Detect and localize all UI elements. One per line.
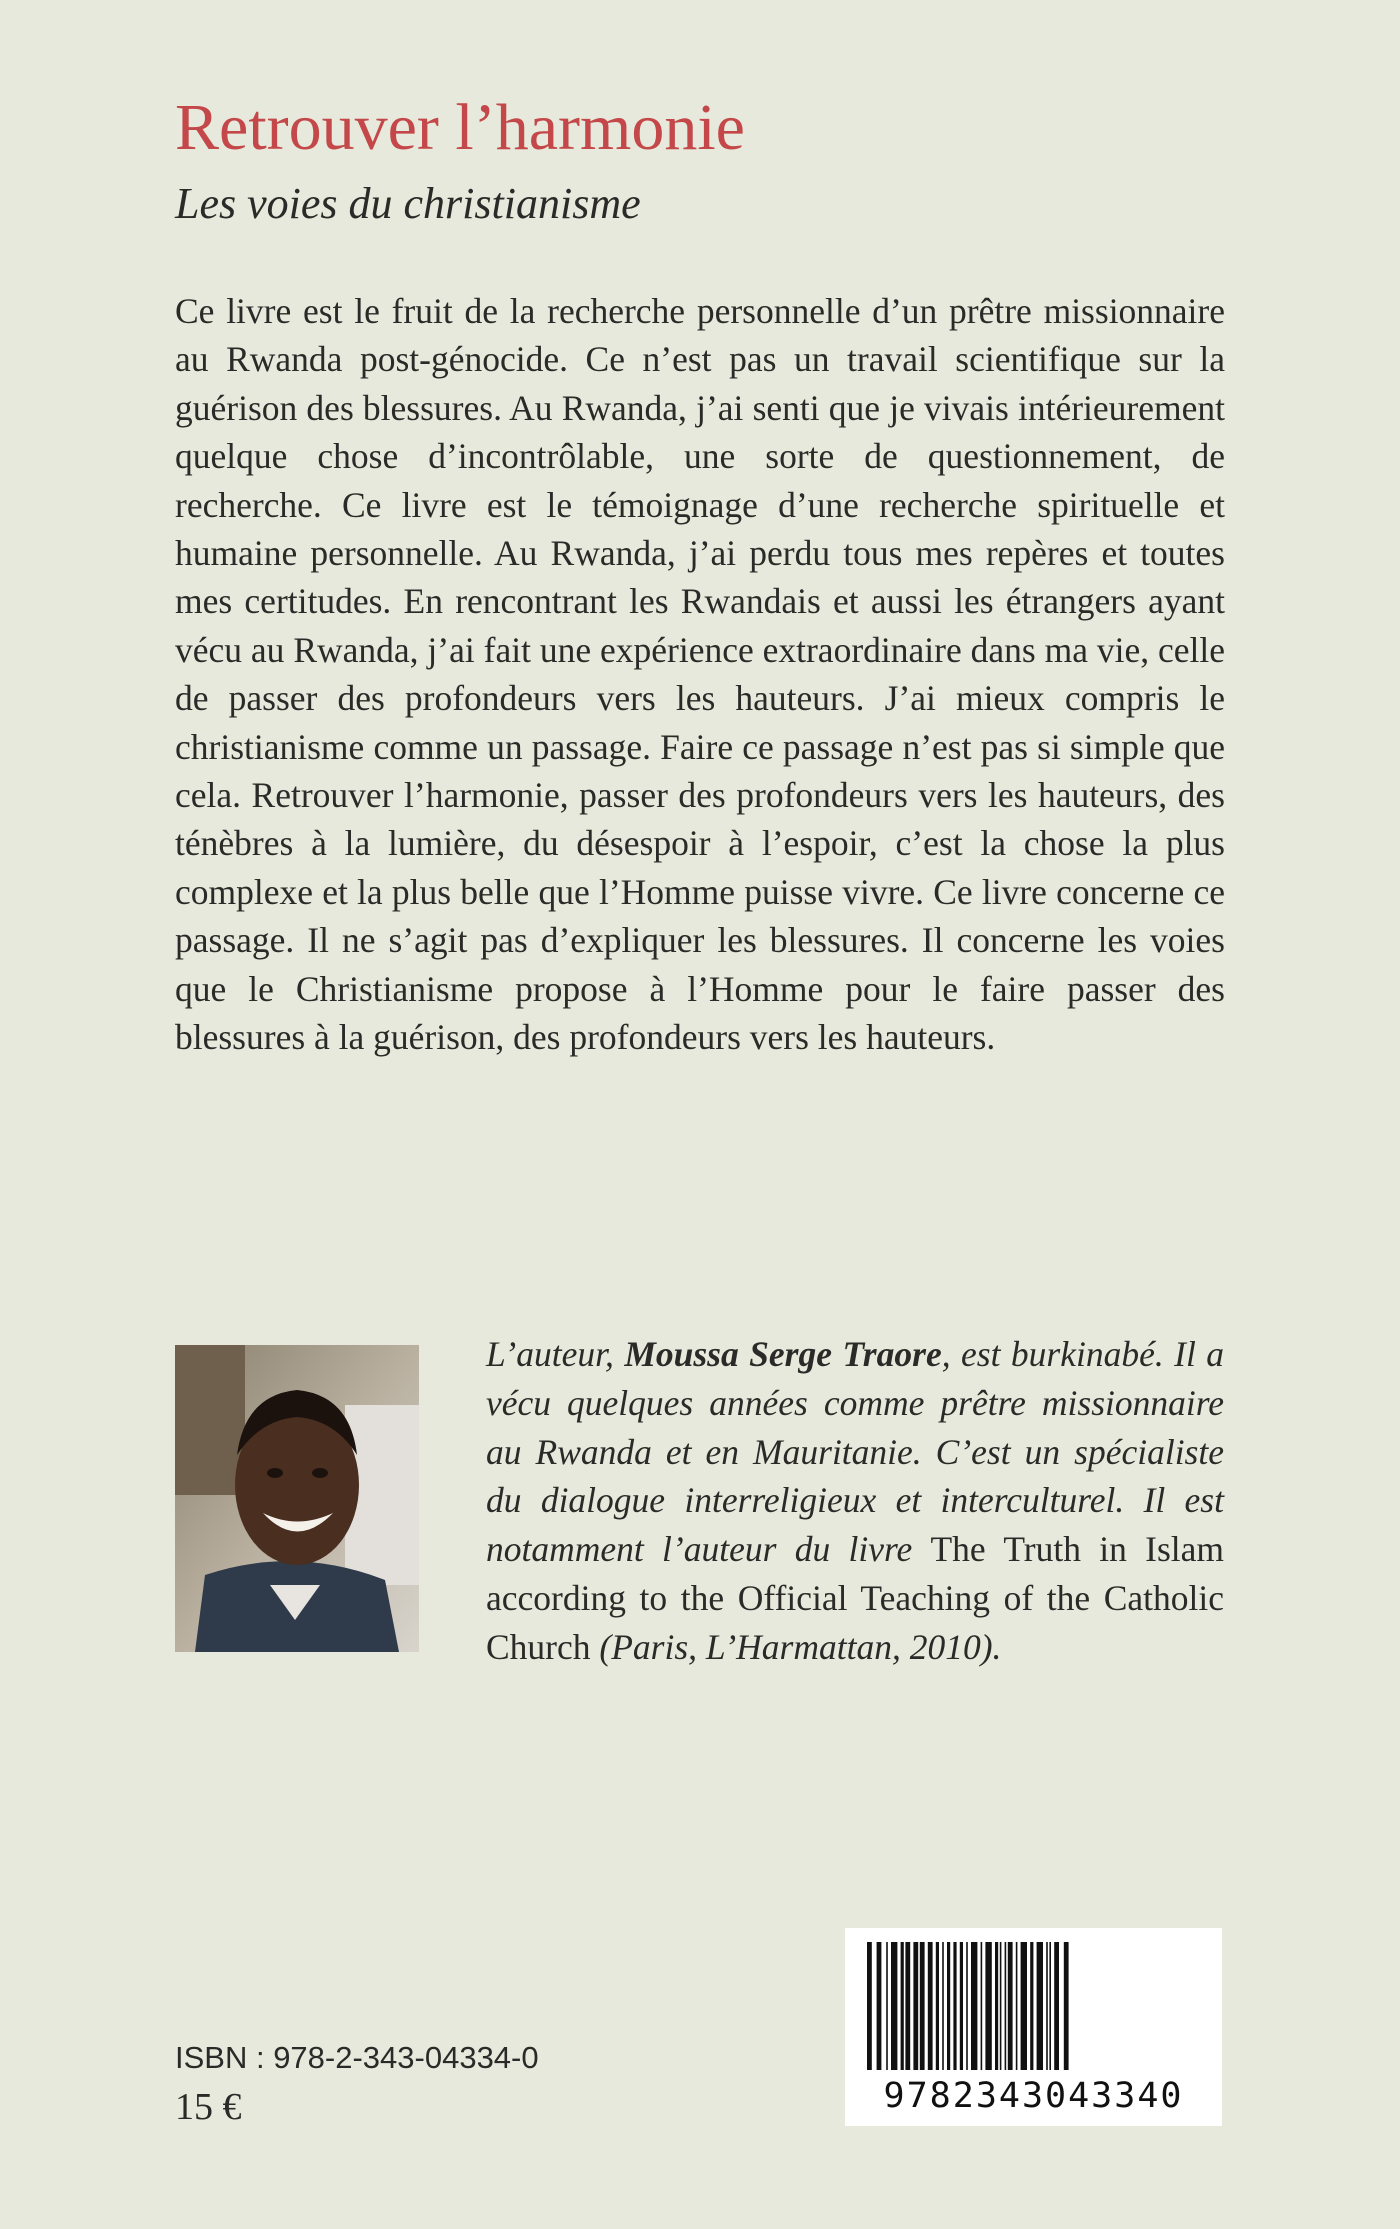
barcode-bar — [877, 1942, 882, 2070]
barcode-bar — [928, 1942, 933, 2070]
barcode-bar — [901, 1942, 904, 2070]
price: 15 € — [175, 2086, 242, 2128]
barcode-bar — [936, 1942, 939, 2070]
barcode-bar — [1046, 1942, 1048, 2070]
barcode-bar — [1037, 1942, 1043, 2070]
author-bio — [486, 1330, 1224, 1672]
barcode-bar — [891, 1942, 897, 2070]
barcode-bar — [953, 1942, 956, 2070]
barcode-bar — [966, 1942, 968, 2070]
barcode-bar — [981, 1942, 983, 2070]
barcode — [845, 1928, 1222, 2126]
barcode-bar — [867, 1942, 872, 2070]
author-portrait-image — [175, 1345, 419, 1652]
barcode-bar — [1008, 1942, 1013, 2070]
barcode-bar — [947, 1942, 950, 2070]
barcode-bar — [1000, 1942, 1002, 2070]
author-name: Moussa Serge Traore — [624, 1334, 942, 1374]
author-book-reference: (Paris, L’Harmattan, 2010). — [590, 1626, 1002, 1667]
back-cover-blurb: Ce livre est le fruit de la recherche personnelle d’un prêtre missionnaire au Rwanda post-génocide. Ce n’est pas un travail scientifique sur la guérison des blessures. Au Rwanda, j’ai senti que je vivais intérieurement quelque chose d’incontrôlable, une sorte de questionnement, de recherche. Ce livre est le témoignage d’une recherche spirituelle et humaine personnelle. Au Rwanda, j’ai perdu tous mes repères et toutes mes certitudes. En rencontrant les Rwandais et aussi les étrangers ayant vécu au Rwanda, j’ai fait une expérience extraordinaire dans ma vie, celle de passer des profondeurs vers les hauteurs. J’ai mieux compris le christianisme comme un passage. Faire ce passage n’est pas si simple que cela. Retrouver l’harmonie, passer des profondeurs vers les hauteurs, des ténèbres à la lumière, du désespoir à l’espoir, c’est la chose la plus complexe et la plus belle que l’Homme puisse vivre. Ce livre concerne ce passage. Il ne s’agit pas d’expliquer les blessures. Il concerne les voies que le Christianisme propose à l’Homme pour le faire passer des blessures à la guérison, des profondeurs vers les hauteurs. — [175, 291, 1225, 1058]
barcode-bar — [1016, 1942, 1018, 2070]
barcode-bar — [960, 1942, 963, 2070]
barcode-bar — [995, 1942, 998, 2070]
barcode-bar — [913, 1942, 918, 2070]
author-photo — [175, 1345, 419, 1652]
barcode-bar — [1030, 1942, 1033, 2070]
isbn: ISBN : 978-2-343-04334-0 — [175, 2040, 539, 2075]
barcode-digits: 9782343043340 — [883, 2076, 1184, 2116]
author-bio-text: , est burkinabé. Il a vécu quelques années comme prêtre missionnaire au Rwanda et en Mauritanie. C’est un spécialiste du dialogue interreligieux et interculturel. Il est notamment l’auteur du livre — [486, 1334, 1225, 1570]
barcode-bar — [886, 1942, 888, 2070]
barcode-bars — [845, 1928, 1222, 2078]
barcode-bar — [971, 1942, 977, 2070]
barcode-bar — [1064, 1942, 1069, 2070]
barcode-bar — [1049, 1942, 1051, 2070]
book-subtitle: Les voies du christianisme — [175, 179, 641, 228]
barcode-bar — [985, 1942, 991, 2070]
barcode-bar — [942, 1942, 944, 2070]
barcode-bar — [920, 1942, 925, 2070]
author-intro: L’auteur, — [486, 1334, 625, 1374]
barcode-bar — [1005, 1942, 1007, 2070]
barcode-bar — [1054, 1942, 1059, 2070]
author-book-title: The Truth in Islam according to the Official Teaching of the Catholic Church — [486, 1529, 1224, 1667]
barcode-bar — [905, 1942, 910, 2070]
book-title: Retrouver l’harmonie — [175, 91, 745, 164]
barcode-bar — [1021, 1942, 1027, 2070]
